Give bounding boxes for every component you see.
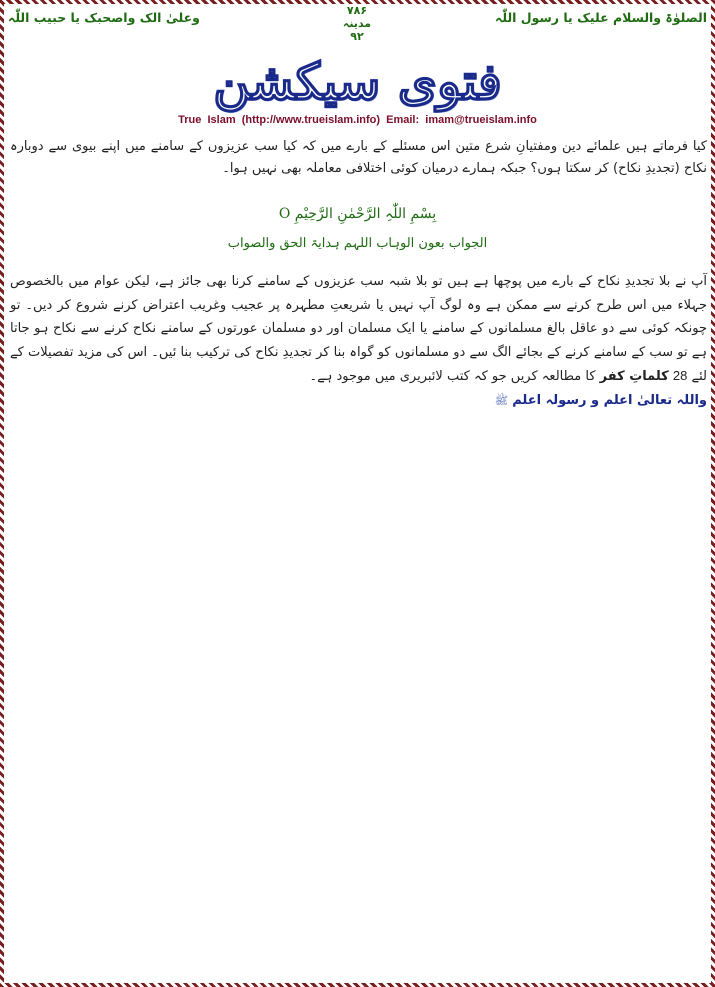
- answer-text: آپ نے بلا تجدیدِ نکاح کے بارے میں پوچھا ہے ہیں تو بلا شبہ سب عزیزوں کے سامنے کرنا بھی جائز ہے، لیکن عوام میں بالخصوص جہلاء میں اس طرح کرنے سے ممکن ہے وہ لوگ آپ نہیں یا شریعتِ مطہرہ پر عجیب وغریب اعتراض کرنے شروع کر دیں۔ تو چونکہ کوئی سے دو عاقل بالغ مسلمانوں کے سامنے یا ایک مسلمان اور دو مسلمان عورتوں کے سامنے نکاح کرنے سے نکاح ہو جاتا ہے تو سب کے سامنے کرنے کے بجائے الگ سے دو مسلمانوں کو گواہ بنا کر تجدیدِ نکاح کی ترکیب بنا ئیں۔ اس کی مزید تفصیلات کے لئے: [10, 274, 707, 384]
- fatwa-number-block: [327, 4, 387, 43]
- answer-body: [10, 270, 707, 412]
- answer-dua: الجواب بعون الوہاب اللہم ہدایۃ الحق والصواب: [227, 236, 488, 251]
- question-text: کیا فرماتے ہیں علمائے دین ومفتیانِ شرع متین اس مسئلے کے بارے میں کہ کیا سب عزیزوں کے سامنے میں اپنے بیوی سے دوبارہ نکاح (تجدیدِ نکاح) کر سکتا ہوں؟ جبکہ ہمارے درمیان کوئی اختلافی معاملہ بھی نہیں ہوا۔: [10, 139, 707, 176]
- fatwa-label: مدینہ: [342, 17, 372, 30]
- salutation-glyph-icon: ﷺ: [494, 393, 509, 407]
- salutation-left: وعلیٰ الک واصحبک یا حبیب اللّٰہ: [8, 10, 200, 25]
- contact-line: True Islam (http://www.trueislam.info) Email: imam@trueislam.info: [178, 114, 537, 126]
- bismillah: بِسْمِ اللّٰہِ الرَّحْمٰنِ الرَّحِیْمِ O: [278, 206, 437, 222]
- closing-phrase: واللہ تعالیٰ اعلم و رسولہ اعلم: [512, 392, 707, 408]
- fatwa-sub: ۹۲: [350, 30, 364, 43]
- answer-text-end: کا مطالعہ کریں جو کہ کتب لائبریری میں موجود ہے۔: [309, 369, 596, 384]
- fatwa-number: ۷۸۶: [346, 4, 368, 17]
- book-number: 28: [672, 368, 688, 383]
- page-title: فتوی سیکشن: [213, 52, 502, 111]
- salutation-right: الصلوٰۃ والسلام علیک یا رسول اللّٰہ: [495, 10, 707, 25]
- book-title-link[interactable]: کلماتِ کفر: [599, 369, 669, 384]
